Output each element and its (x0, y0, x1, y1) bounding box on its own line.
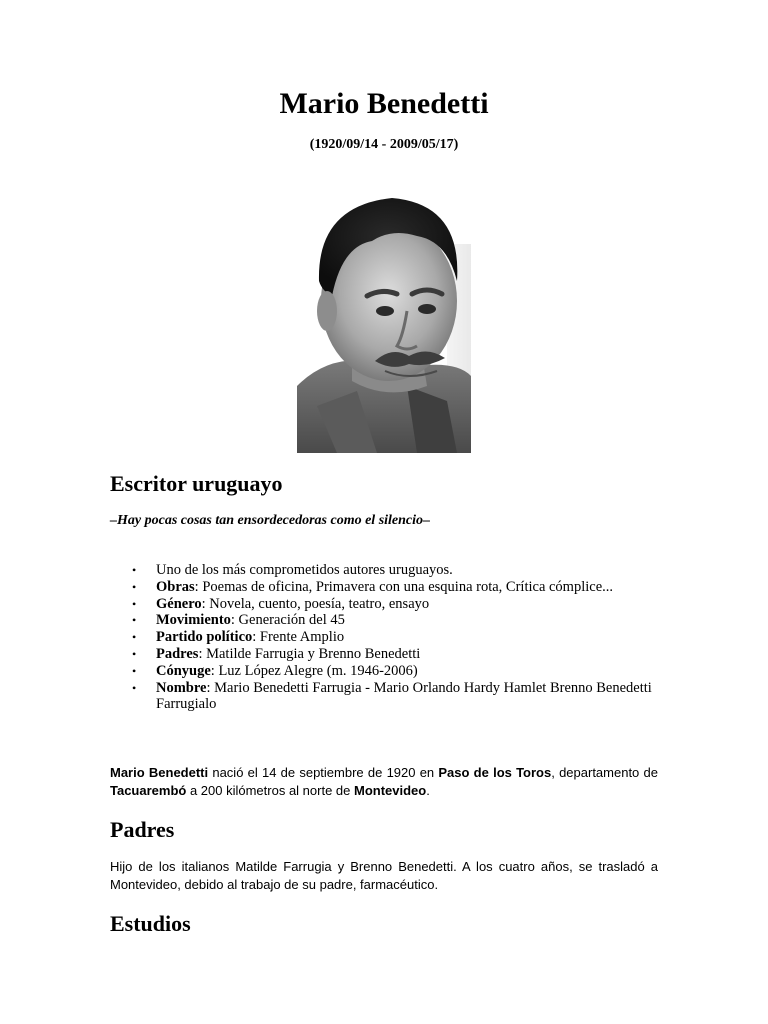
parents-paragraph: Hijo de los italianos Matilde Farrugia y Brenno Benedetti. A los cuatro años, se trasladó a Montevideo, debido al trabajo de su padre, farmacéutico. (110, 859, 658, 892)
bullet-icon: • (132, 630, 137, 645)
fact-text: Uno de los más comprometidos autores uruguayos. (156, 562, 453, 578)
fact-text: : Generación del 45 (230, 612, 345, 629)
bio-paragraph: Mario Benedetti nació el 14 de septiembre de 1920 en Paso de los Toros, departamento de Tacuarembó a 200 kilómetros al norte de Montevideo. (110, 765, 658, 798)
fact-label: Género (156, 595, 202, 612)
bullet-icon: • (132, 579, 137, 594)
fact-label: Obras (156, 578, 195, 595)
list-item (110, 579, 670, 596)
section-heading-parents: Padres (110, 817, 175, 842)
list-item (110, 680, 670, 714)
fact-label: Padres (156, 645, 199, 662)
portrait-photo-icon (297, 186, 471, 453)
fact-text: : Novela, cuento, poesía, teatro, ensayo (201, 595, 430, 612)
list-item (110, 663, 670, 680)
fact-text: : Luz López Alegre (m. 1946-2006) (210, 662, 418, 679)
fact-text: : Poemas de oficina, Primavera con una esquina rota, Crítica cómplice... (194, 578, 614, 595)
list-item (110, 612, 670, 629)
bullet-icon: • (132, 613, 137, 628)
list-item (110, 562, 670, 579)
list-item (110, 629, 670, 646)
bullet-icon: • (132, 596, 137, 611)
fact-text: : Frente Amplio (252, 629, 345, 646)
fact-label: Partido político (156, 629, 253, 646)
bullet-icon: • (132, 663, 137, 678)
fact-label: Movimiento (156, 612, 231, 629)
fact-text: : Matilde Farrugia y Brenno Benedetti (198, 645, 421, 662)
bullet-icon: • (132, 563, 137, 577)
page-title: Mario Benedetti (279, 87, 489, 120)
bullet-icon: • (132, 646, 137, 661)
list-item (110, 596, 670, 613)
fact-text: : Mario Benedetti Farrugia - Mario Orlando Hardy Hamlet Brenno Benedetti Farrugialo (156, 679, 652, 713)
fact-label: Cónyuge (156, 662, 211, 679)
bullet-icon: • (132, 680, 137, 695)
list-item (110, 646, 670, 663)
fact-label: Nombre (156, 679, 207, 696)
section-heading-writer: Escritor uruguayo (110, 471, 283, 496)
section-heading-studies: Estudios (110, 911, 191, 936)
life-dates: (1920/09/14 - 2009/05/17) (309, 137, 459, 152)
facts-list (110, 562, 670, 713)
quote: –Hay pocas cosas tan ensordecedoras como el silencio– (110, 513, 431, 528)
